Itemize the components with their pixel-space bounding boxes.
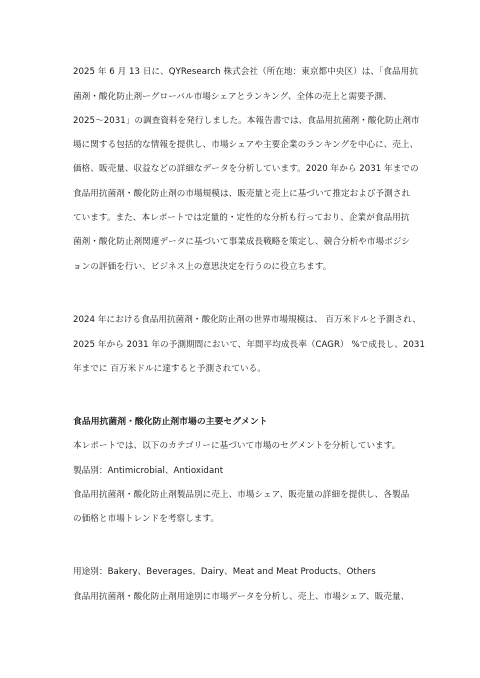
text-line: 食品用抗菌剤・酸化防止剤用途別に市場データを分析し、売上、市場シェア、販売量、	[73, 592, 410, 602]
section-heading: 食品用抗菌剤・酸化防止剤市場の主要セグメント	[73, 417, 268, 427]
product-segment-label: 製品別：Antimicrobial、Antioxidant	[73, 466, 224, 476]
section-intro: 本レポートでは、以下のカテゴリーに基づいて市場のセグメントを分析しています。	[73, 441, 401, 451]
text-line: 2025 年から 2031 年の予測期間において、年間平均成長率（CAGR） %で成長し、2031	[73, 340, 425, 350]
application-segment-label: 用途別：Bakery、Beverages、Dairy、Meat and Meat Products、Others	[73, 567, 376, 577]
text-line: 年までに 百万米ドルに達すると予測されている。	[73, 364, 266, 374]
text-line: ています。また、本レポートでは定量的・定性的な分析も行っており、企業が食品用抗	[73, 213, 410, 223]
text-line: 2025～2031」の調査資料を発行しました。本報告書では、食品用抗菌剤・酸化防止剤市	[73, 116, 420, 126]
text-line: 食品用抗菌剤・酸化防止剤製品別に売上、市場シェア、販売量の詳細を提供し、各製品	[73, 490, 410, 500]
text-line: の価格と市場トレンドを考察します。	[73, 514, 220, 524]
text-line: ョンの評価を行い、ビジネス上の意思決定を行うのに役立ちます。	[73, 262, 332, 272]
text-line: 場に関する包括的な情報を提供し、市場シェアや主要企業のランキングを中心に、売上、	[73, 140, 419, 150]
text-line: 2024 年における食品用抗菌剤・酸化防止剤の世界市場規模は、 百万米ドルと予測され、	[73, 315, 421, 325]
text-line: 2025 年 6 月 13 日に、QYResearch 株式会社（所在地：東京都中央区）は、「食品用抗	[73, 67, 418, 77]
text-line: 菌剤・酸化防止剤関連データに基づいて事業成長戦略を策定し、競合分析や市場ポジシ	[73, 237, 410, 247]
text-line: 価格、販売量、収益などの詳細なデータを分析しています。2020 年から 2031 年までの	[73, 164, 419, 174]
text-line: 菌剤・酸化防止剤ーグローバル市場シェアとランキング、全体の売上と需要予測、	[73, 92, 392, 102]
text-line: 食品用抗菌剤・酸化防止剤の市場規模は、販売量と売上に基づいて推定および予測され	[73, 189, 411, 199]
